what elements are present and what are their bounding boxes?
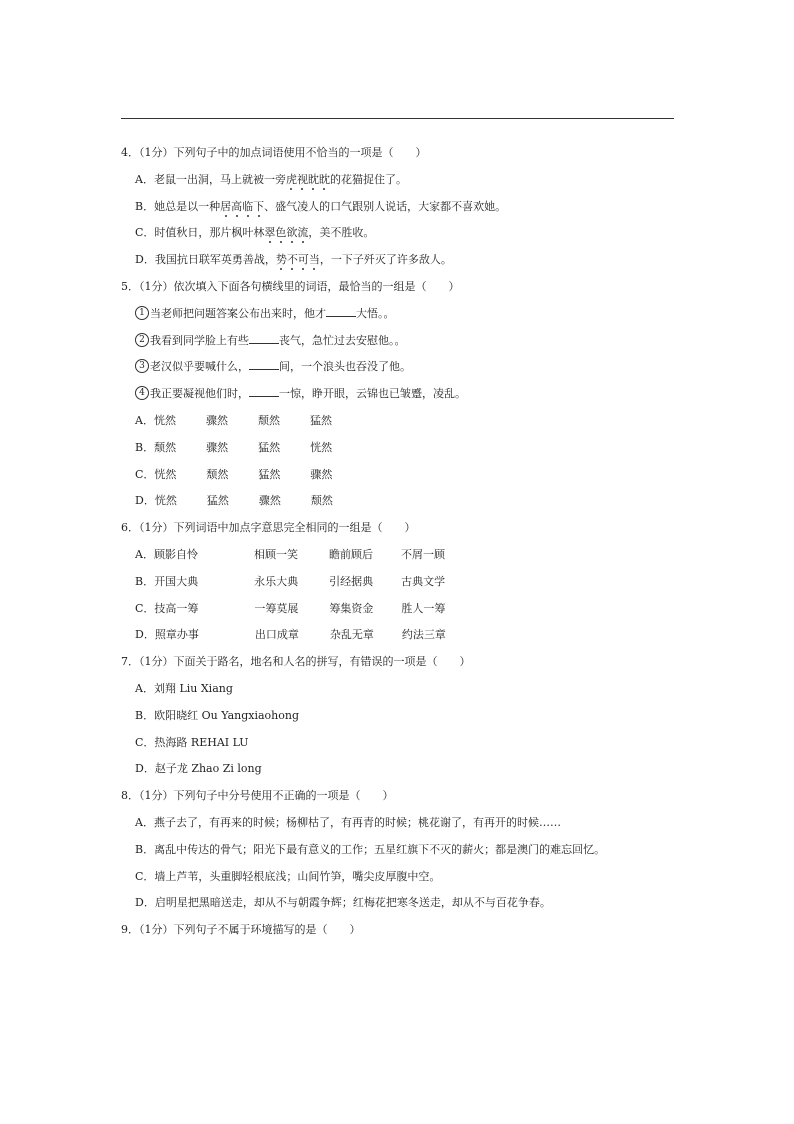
emphasis-dot-char: 翠 <box>264 226 276 240</box>
option-letter: C． <box>135 601 155 615</box>
circled-number: 1 <box>135 306 149 320</box>
question-7-stem: 7．（1分）下面关于路名，地名和人名的拼写，有错误的一项是（ ） <box>121 655 471 669</box>
option-word: 颓然 <box>154 440 177 454</box>
option-letter: A． <box>135 172 154 186</box>
option-word: 颓然 <box>310 494 333 508</box>
option-letter: C． <box>135 869 155 883</box>
option-letter: D． <box>135 253 155 267</box>
option-letter: B． <box>135 199 155 213</box>
option-word: 照章办事 <box>154 628 199 642</box>
exam-page <box>121 140 681 944</box>
emphasis-dot-char: 欲 <box>286 226 298 240</box>
option-text-pre: 时值秋日，那片枫叶林 <box>154 226 265 240</box>
question-4-stem: 4．（1分）下列句子中的加点词语使用不恰当的一项是（ ） <box>121 146 427 159</box>
fill-blank[interactable] <box>249 333 279 344</box>
option-letter: A． <box>135 413 154 427</box>
option-word: 骤然 <box>205 413 228 427</box>
emphasis-dot-char: 当 <box>308 253 320 267</box>
option-word: 颓然 <box>206 467 229 481</box>
option-text: 启明星把黑暗送走，却从不与朝霞争辉；红梅花把寒冬送走，却从不与百花争春。 <box>154 896 551 910</box>
fill-blank[interactable] <box>249 359 279 370</box>
option-text: 墙上芦苇，头重脚轻根底浅；山间竹笋，嘴尖皮厚腹中空。 <box>154 869 441 883</box>
question-8-option-d[interactable] <box>121 890 681 917</box>
option-word: 骤然 <box>310 467 333 481</box>
option-text: 刘翔 Liu Xiang <box>153 681 233 695</box>
option-letter: B． <box>135 708 155 722</box>
question-8-stem: 8．（1分）下列句子中分号使用不正确的一项是（ ） <box>121 789 394 803</box>
option-letter: D． <box>135 762 155 776</box>
sentence-post: 丧气，急忙过去安慰他。。 <box>279 333 406 347</box>
question-5-sentence-2 <box>121 328 681 355</box>
question-6-option-b[interactable] <box>121 569 681 596</box>
option-word: 开国大典 <box>154 574 199 588</box>
sentence-post: 一惊，睁开眼，云锦也已皱蹙，凌乱。 <box>279 387 466 401</box>
option-word: 不屑一顾 <box>400 547 445 561</box>
sentence-pre: 当老师把问题答案公布出来时，他才 <box>150 306 326 320</box>
option-word: 颓然 <box>257 413 280 427</box>
dotted-word <box>286 173 330 186</box>
option-text-pre: 老鼠一出洞，马上就被一旁 <box>153 172 286 186</box>
question-5-option-b[interactable] <box>121 435 681 462</box>
option-text: 离乱中传达的骨气；阳光下最有意义的工作；五星红旗下不灭的薪火；都是澳门的难忘回忆。 <box>154 842 606 856</box>
option-letter: C． <box>135 735 155 749</box>
option-letter: A． <box>135 815 154 829</box>
option-word: 古典文学 <box>401 574 446 588</box>
emphasis-dot-char: 可 <box>297 253 309 267</box>
option-word: 引经据典 <box>329 574 374 588</box>
emphasis-dot-char: 视 <box>296 172 308 186</box>
option-word: 顾影自怜 <box>153 547 198 561</box>
option-word: 骤然 <box>206 440 229 454</box>
option-letter: A． <box>135 681 154 695</box>
option-text-post: ，一下子歼灭了许多敌人。 <box>319 253 452 267</box>
option-letter: D． <box>135 628 155 642</box>
question-7-option-d[interactable] <box>121 756 681 783</box>
option-word: 猛然 <box>258 440 281 454</box>
option-letter: C． <box>135 467 155 481</box>
option-word: 恍然 <box>310 440 333 454</box>
question-8-option-b[interactable] <box>121 837 681 864</box>
emphasis-dot-char: 居 <box>220 199 232 213</box>
question-8-option-a[interactable] <box>121 810 681 837</box>
option-word: 恍然 <box>154 467 177 481</box>
option-text-post: ，美不胜收。 <box>308 226 375 240</box>
option-letter: B． <box>135 842 155 856</box>
sentence-pre: 我看到同学脸上有些 <box>150 333 249 347</box>
sentence-pre: 老汉似乎要喊什么， <box>150 360 249 374</box>
question-4-option-b[interactable] <box>121 194 681 221</box>
question-4-option-c[interactable] <box>121 220 681 247</box>
option-text-post: 、盛气凌人的口气跟别人说话，大家都不喜欢她。 <box>264 199 507 213</box>
circled-number: 3 <box>135 359 149 373</box>
circled-number: 4 <box>135 386 149 400</box>
option-word: 约法三章 <box>401 628 446 642</box>
option-letter: B． <box>135 440 155 454</box>
option-text-pre: 她总是以一种 <box>154 199 221 213</box>
question-5-option-a[interactable] <box>121 408 681 435</box>
circled-number: 2 <box>135 333 149 347</box>
option-word: 筹集资金 <box>329 601 374 615</box>
option-word: 瞻前顾后 <box>328 547 373 561</box>
question-5-option-d[interactable] <box>121 488 681 515</box>
option-letter: C． <box>135 226 155 240</box>
option-word: 出口成章 <box>254 628 299 642</box>
option-word: 相顾一笑 <box>253 547 298 561</box>
sentence-post: 间，一个浪头也吞没了他。 <box>279 360 411 374</box>
emphasis-dot-char: 色 <box>275 226 287 240</box>
fill-blank[interactable] <box>249 386 279 397</box>
option-word: 胜人一筹 <box>401 601 446 615</box>
option-text: 热海路 REHAI LU <box>154 735 249 749</box>
question-6-option-a[interactable] <box>121 542 681 569</box>
option-letter: B． <box>135 574 155 588</box>
option-text: 欧阳晓红 Ou Yangxiaohong <box>154 708 300 722</box>
question-6-option-c[interactable] <box>121 596 681 623</box>
option-word: 猛然 <box>258 467 281 481</box>
option-text: 赵子龙 Zhao Zi long <box>154 762 262 776</box>
emphasis-dot-char: 临 <box>242 199 254 213</box>
option-word: 骤然 <box>258 494 281 508</box>
question-4-option-a[interactable] <box>121 167 681 194</box>
dotted-word <box>220 200 264 213</box>
question-5-sentence-1 <box>121 301 681 328</box>
question-5-sentence-3 <box>121 354 681 381</box>
question-6-stem: 6．（1分）下列词语中加点字意思完全相同的一组是（ ） <box>121 521 416 535</box>
option-word: 杂乱无章 <box>329 628 374 642</box>
question-5-stem: 5．（1分）依次填入下面各句横线里的词语，最恰当的一组是（ ） <box>121 279 460 293</box>
option-word: 永乐大典 <box>254 574 299 588</box>
option-letter: D． <box>135 494 155 508</box>
emphasis-dot-char: 不 <box>286 253 298 267</box>
emphasis-dot-char: 下 <box>253 199 265 213</box>
option-word: 技高一筹 <box>154 601 199 615</box>
emphasis-dot-char: 流 <box>297 226 309 240</box>
sentence-post: 大悟。。 <box>356 306 395 320</box>
question-5-option-c[interactable] <box>121 462 681 489</box>
option-word: 一筹莫展 <box>254 601 299 615</box>
emphasis-dot-char: 眈 <box>318 172 330 186</box>
question-9-stem: 9．（1分）下列句子不属于环境描写的是（ ） <box>121 923 361 937</box>
question-4-option-d[interactable] <box>121 247 681 274</box>
option-word: 恍然 <box>153 413 176 427</box>
option-word: 恍然 <box>154 494 177 508</box>
question-7-option-c[interactable] <box>121 730 681 757</box>
option-text: 燕子去了，有再来的时候；杨柳枯了，有再青的时候；桃花谢了，有再开的时候…… <box>153 815 561 829</box>
question-6-option-d[interactable] <box>121 622 681 649</box>
question-7-option-b[interactable] <box>121 703 681 730</box>
emphasis-dot-char: 势 <box>275 253 287 267</box>
question-7-option-a[interactable] <box>121 676 681 703</box>
option-word: 猛然 <box>206 494 229 508</box>
dotted-word <box>276 253 320 266</box>
sentence-pre: 我正要凝视他们时， <box>150 387 249 401</box>
question-8-option-c[interactable] <box>121 864 681 891</box>
emphasis-dot-char: 眈 <box>307 172 319 186</box>
emphasis-dot-char: 虎 <box>285 172 297 186</box>
question-5-sentence-4 <box>121 381 681 408</box>
option-letter: A． <box>135 547 154 561</box>
fill-blank[interactable] <box>326 306 356 317</box>
option-text-post: 的花猫捉住了。 <box>329 172 407 186</box>
option-word: 猛然 <box>309 413 332 427</box>
option-letter: D． <box>135 896 155 910</box>
option-text-pre: 我国抗日联军英勇善战， <box>154 253 276 267</box>
header-rule <box>121 118 674 119</box>
emphasis-dot-char: 高 <box>231 199 243 213</box>
dotted-word <box>264 226 308 239</box>
